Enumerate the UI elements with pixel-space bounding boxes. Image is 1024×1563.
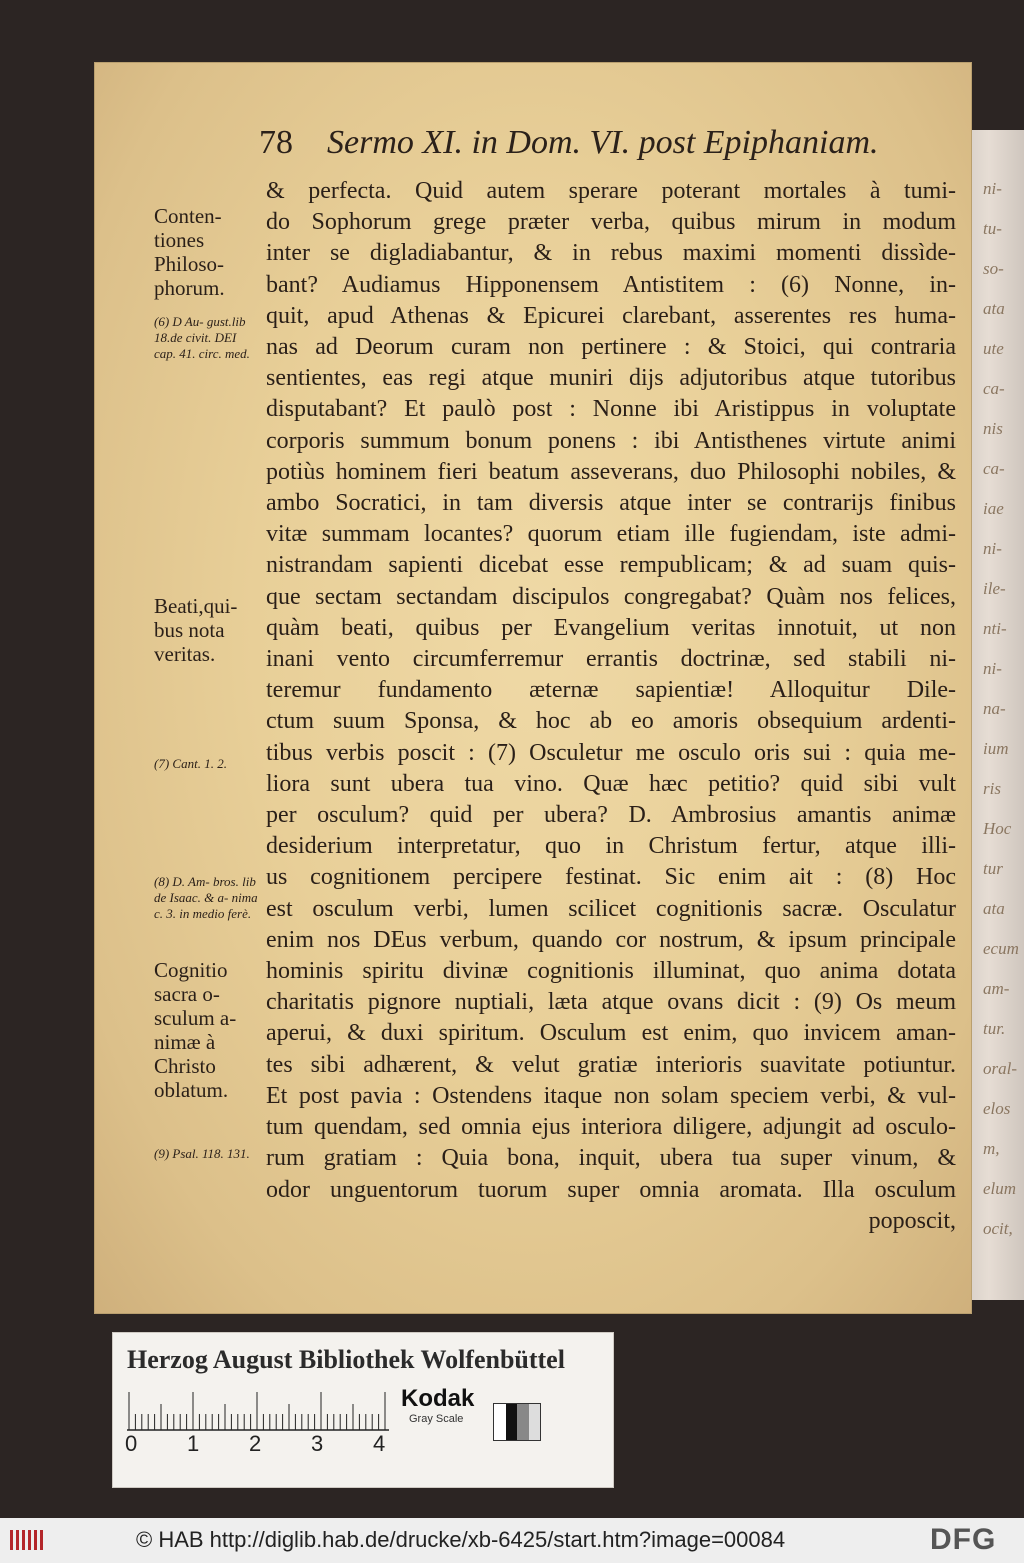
text-line: quàm beati, quibus per Evangelium veritas innotuit, ut non <box>266 614 956 641</box>
gray-scale-swatch <box>493 1403 541 1441</box>
text-line: inter se digladiabantur, & in rebus maximi momenti dissìde- <box>266 240 956 267</box>
text-line: corporis summum bonum ponens : ibi Antisthenes virtute animi <box>266 427 956 454</box>
facing-page-fragment: ata <box>983 899 1005 918</box>
facing-page-fragment: m, <box>983 1139 1000 1158</box>
facing-page-fragment: elos <box>983 1099 1011 1118</box>
text-line: disputabant? Et paulò post : Nonne ibi Aristippus in voluptate <box>266 396 956 423</box>
facing-page-fragment: ute <box>983 339 1004 358</box>
body-text <box>266 176 956 1237</box>
text-line: aperui, & duxi spiritum. Osculum est enim, quo invicem aman- <box>266 1020 956 1047</box>
text-line: rum gratiam : Quia bona, inquit, ubera tua super vinum, & <box>266 1145 956 1172</box>
dfg-logo: DFG <box>930 1523 997 1556</box>
kodak-logo: Kodak <box>401 1385 475 1412</box>
facing-page-fragment: iae <box>983 499 1004 518</box>
text-line: nistrandam sapienti dicebat esse rempublicam; & ad suam quis- <box>266 552 956 579</box>
ruler-number: 1 <box>187 1431 200 1456</box>
library-name: Herzog August Bibliothek Wolfenbüttel <box>127 1345 565 1374</box>
text-line: teremur fundamento æternæ sapientiæ! Alloquitur Dile- <box>266 677 956 704</box>
text-line: tum quendam, sed omnia ejus interiora diligere, adjungit ad osculo- <box>266 1114 956 1141</box>
text-line: sentientes, eas regi atque muniri dijs adjutoribus atque tutoribus <box>266 365 956 392</box>
running-title: Sermo XI. in Dom. VI. post Epiphaniam. <box>327 124 879 161</box>
facing-page-fragment: tu- <box>983 219 1002 238</box>
margin-note-contentiones: Conten- tiones Philoso- phorum. <box>154 204 225 300</box>
margin-note-reference-8: (8) D. Am- bros. lib de Isaac. & a- nima c. 3. in medio ferè. <box>154 874 258 921</box>
facing-page-fragment: oral- <box>983 1059 1017 1078</box>
text-line: inani vento circumferremur errantis doctrinæ, sed stabili ni- <box>266 646 956 673</box>
facing-page-fragment: ca- <box>983 459 1005 478</box>
ruler-number: 4 <box>373 1431 386 1456</box>
facing-page-fragment: ile- <box>983 579 1006 598</box>
footer-bar <box>0 1518 1024 1563</box>
text-line: ctum suum Sponsa, & hoc ab eo amoris obsequium ardenti- <box>266 708 956 735</box>
margin-note-reference-6: (6) D Au- gust.lib 18.de civit. DEI cap. 41. circ. med. <box>154 314 250 361</box>
text-line: ambo Socratici, in tam diversis atque inter se contrarijs finibus <box>266 490 956 517</box>
text-line: desiderium interpretatur, quo in Christum fertur, atque illi- <box>266 833 956 860</box>
facing-page-fragment: ni- <box>983 659 1002 678</box>
color-calibration-card <box>112 1332 614 1488</box>
text-line: enim nos DEus verbum, quando cor nostrum, & ipsum principale <box>266 926 956 953</box>
page-header <box>259 124 879 162</box>
text-line: bant? Audiamus Hipponensem Antistitem : (6) Nonne, in- <box>266 271 956 298</box>
margin-note-reference-9: (9) Psal. 118. 131. <box>154 1146 250 1161</box>
ruler-number: 0 <box>125 1431 138 1456</box>
book-page <box>94 62 972 1314</box>
text-line: charitatis pignore nuptiali, læta atque ovans dicit : (9) Os meum <box>266 989 956 1016</box>
text-line: potiùs hominem fieri beatum asseverans, duo Philosophi nobiles, & <box>266 458 956 485</box>
text-line: poposcit, <box>868 1207 956 1234</box>
facing-page-fragment: tur. <box>983 1019 1006 1038</box>
text-line: quit, apud Athenas & Epicurei clarebant, asserentes res huma- <box>266 302 956 329</box>
text-line: vitæ summam locantes? quorum etiam ille fugiendam, iste admi- <box>266 521 956 548</box>
margin-note-beati: Beati,qui- bus nota veritas. <box>154 594 238 666</box>
facing-page-fragment: nis <box>983 419 1003 438</box>
text-line: do Sophorum grege præter verba, quibus mirum in modum <box>266 209 956 236</box>
ruler <box>127 1391 389 1431</box>
facing-page-fragment: nti- <box>983 619 1007 638</box>
text-line: Et post pavia : Ostendens itaque non solam speciem verbi, & vul- <box>266 1082 956 1109</box>
footer-credit: © HAB http://diglib.hab.de/drucke/xb-6425/start.htm?image=00084 <box>136 1527 786 1552</box>
facing-page-fragment: na- <box>983 699 1006 718</box>
hab-logo-icon <box>8 1528 48 1552</box>
ruler-number: 3 <box>311 1431 324 1456</box>
facing-page-fragment: am- <box>983 979 1010 998</box>
text-line: us cognitionem percipere festinat. Sic enim ait : (8) Hoc <box>266 864 956 891</box>
text-line: est osculum verbi, lumen scilicet cognitionis sacræ. Osculatur <box>266 895 956 922</box>
facing-page-edge <box>965 130 1024 1300</box>
page-number: 78 <box>259 124 293 161</box>
facing-page-fragment: ni- <box>983 539 1002 558</box>
text-line: que sectam sectandam discipulos congregabat? Quàm nos felices, <box>266 583 956 610</box>
margin-note-cognitio: Cognitio sacra o- sculum a- nimæ à Christo oblatum. <box>154 958 237 1102</box>
text-line: hominis spiritu divinæ cognitionis illuminat, quo anima dotata <box>266 958 956 985</box>
facing-page-fragment: ata <box>983 299 1005 318</box>
text-line: per osculum? quid per ubera? D. Ambrosius amantis animæ <box>266 802 956 829</box>
facing-page-fragment: elum <box>983 1179 1017 1198</box>
facing-page-fragment: tur <box>983 859 1003 878</box>
text-line: & perfecta. Quid autem sperare poterant mortales à tumi- <box>266 178 956 204</box>
facing-page-fragment: ocit, <box>983 1219 1013 1238</box>
gray-scale-label: Gray Scale <box>409 1413 464 1425</box>
facing-page-fragment: ium <box>983 739 1009 758</box>
facing-page-fragment: so- <box>983 259 1004 278</box>
facing-page-fragment: Hoc <box>983 819 1012 838</box>
ruler-number: 2 <box>249 1431 262 1456</box>
facing-page-fragment: ni- <box>983 179 1002 198</box>
text-line: tibus verbis poscit : (7) Osculetur me osculo oris sui : quia me- <box>266 739 956 766</box>
text-line: odor unguentorum tuorum super omnia aromata. Illa osculum <box>266 1176 956 1203</box>
facing-page-fragment: ris <box>983 779 1001 798</box>
facing-page-fragment: ecum <box>983 939 1019 958</box>
margin-note-reference-7: (7) Cant. 1. 2. <box>154 756 227 771</box>
facing-page-fragment: ca- <box>983 379 1005 398</box>
text-line: liora sunt ubera tua vino. Quæ hæc petitio? quid sibi vult <box>266 770 956 797</box>
text-line: nas ad Deorum curam non pertinere : & Stoici, qui contraria <box>266 334 956 361</box>
text-line: tes sibi adhærent, & velut gratiæ interioris suavitate potiuntur. <box>266 1051 956 1078</box>
